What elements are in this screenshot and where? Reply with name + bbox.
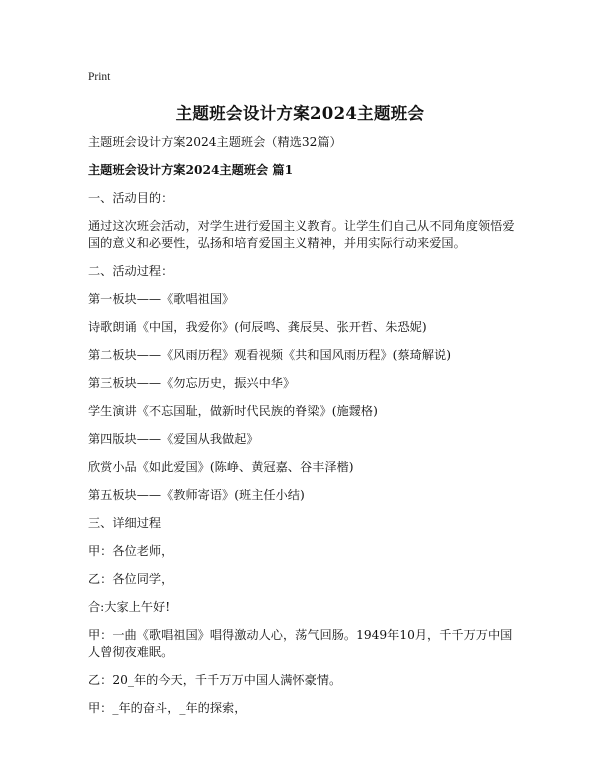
document-title: 主题班会设计方案2024主题班会 bbox=[175, 104, 425, 123]
paragraph: 二、活动过程： bbox=[88, 264, 174, 278]
document-body bbox=[88, 134, 520, 728]
paragraph-section-heading: 主题班会设计方案2024主题班会 篇1 bbox=[88, 163, 294, 177]
paragraph: 第四版块——《爱国从我做起》 bbox=[88, 432, 259, 446]
paragraph: 甲：一曲《歌唱祖国》唱得激动人心，荡气回肠。1949年10月，千千万万中国人曾彻夜难眠。 bbox=[88, 628, 513, 659]
paragraph: 学生演讲《不忘国耻，做新时代民族的脊梁》(施靉格) bbox=[88, 404, 378, 418]
paragraph: 乙：各位同学， bbox=[88, 572, 174, 586]
paragraph: 甲：各位老师， bbox=[88, 544, 174, 558]
paragraph: 合:大家上午好! bbox=[88, 600, 171, 614]
paragraph: 第二板块——《风雨历程》观看视频《共和国风雨历程》(蔡琦解说) bbox=[88, 348, 451, 362]
paragraph: 乙：20_年的今天，千千万万中国人满怀豪情。 bbox=[88, 673, 342, 687]
paragraph: 诗歌朗诵《中国，我爱你》(何辰鸣、龚辰昊、张开哲、朱恐妮) bbox=[88, 320, 427, 334]
paragraph: 甲：_年的奋斗，_年的探索， bbox=[88, 701, 247, 715]
paragraph: 通过这次班会活动，对学生进行爱国主义教育。让学生们自己从不同角度领悟爱国的意义和必要性，弘扬和培育爱国主义精神，并用实际行动来爱国。 bbox=[88, 219, 515, 250]
paragraph: 欣赏小品《如此爱国》(陈峥、黄冠嘉、谷丰泽楷) bbox=[88, 460, 354, 474]
paragraph: 第三板块——《勿忘历史，振兴中华》 bbox=[88, 376, 296, 390]
paragraph-subtitle: 主题班会设计方案2024主题班会（精选32篇） bbox=[88, 135, 342, 149]
paragraph: 三、详细过程 bbox=[88, 516, 162, 530]
print-label[interactable]: Print bbox=[88, 71, 111, 83]
paragraph: 第一板块——《歌唱祖国》 bbox=[88, 292, 235, 306]
paragraph: 第五板块——《教师寄语》(班主任小结) bbox=[88, 488, 305, 502]
paragraph: 一、活动目的： bbox=[88, 191, 174, 205]
